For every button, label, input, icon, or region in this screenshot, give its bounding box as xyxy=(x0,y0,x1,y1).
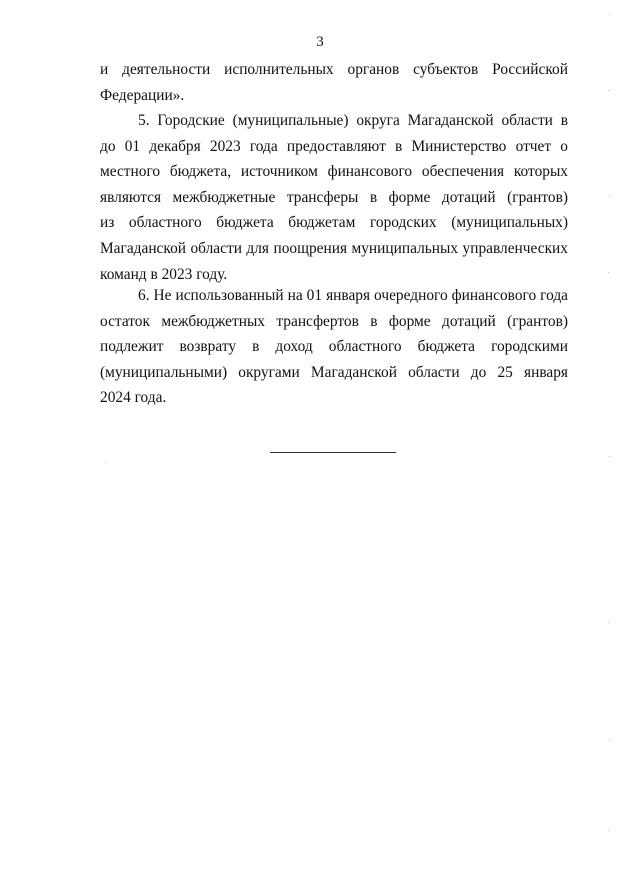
paragraph-6 xyxy=(100,283,568,411)
text-line: из областного бюджета бюджетам городских (муниципальных) xyxy=(100,214,568,232)
text-line: (муниципальными) округами Магаданской области до 25 января xyxy=(100,363,568,381)
text-line: и деятельности исполнительных органов субъектов Российской xyxy=(100,61,568,78)
text-line: команд в 2023 году. xyxy=(100,265,228,283)
text-line: до 01 декабря 2023 года предоставляют в Министерство отчет о xyxy=(100,137,568,155)
scan-speck xyxy=(609,740,610,741)
text-line: Федерации». xyxy=(100,86,185,104)
separator-line xyxy=(270,452,396,453)
text-line: 2024 года. xyxy=(100,389,167,407)
scan-speck xyxy=(608,272,609,273)
text-line: 5. Городские (муниципальные) округа Магаданской области в xyxy=(138,112,568,129)
text-line: Магаданской области для поощрения муниципальных управленческих xyxy=(100,239,568,257)
scan-speck xyxy=(609,14,610,15)
scan-speck xyxy=(608,622,609,623)
text-line: являются межбюджетные трансферы в форме дотаций (грантов) xyxy=(100,188,568,206)
paragraph-continuation xyxy=(100,57,568,108)
scan-speck xyxy=(608,90,609,91)
text-line: местного бюджета, источником финансового обеспечения которых xyxy=(100,163,568,181)
text-line: 6. Не использованный на 01 января очередного финансового года xyxy=(138,287,568,304)
scan-speck xyxy=(609,456,610,457)
text-line: подлежит возврату в доход областного бюджета городскими xyxy=(100,338,568,356)
scan-speck xyxy=(105,462,106,463)
text-line: остаток межбюджетных трансфертов в форме дотаций (грантов) xyxy=(100,312,568,330)
page-number: 3 xyxy=(316,34,324,50)
paragraph-5 xyxy=(100,108,568,287)
scan-speck xyxy=(609,196,610,197)
scan-speck xyxy=(608,830,609,831)
